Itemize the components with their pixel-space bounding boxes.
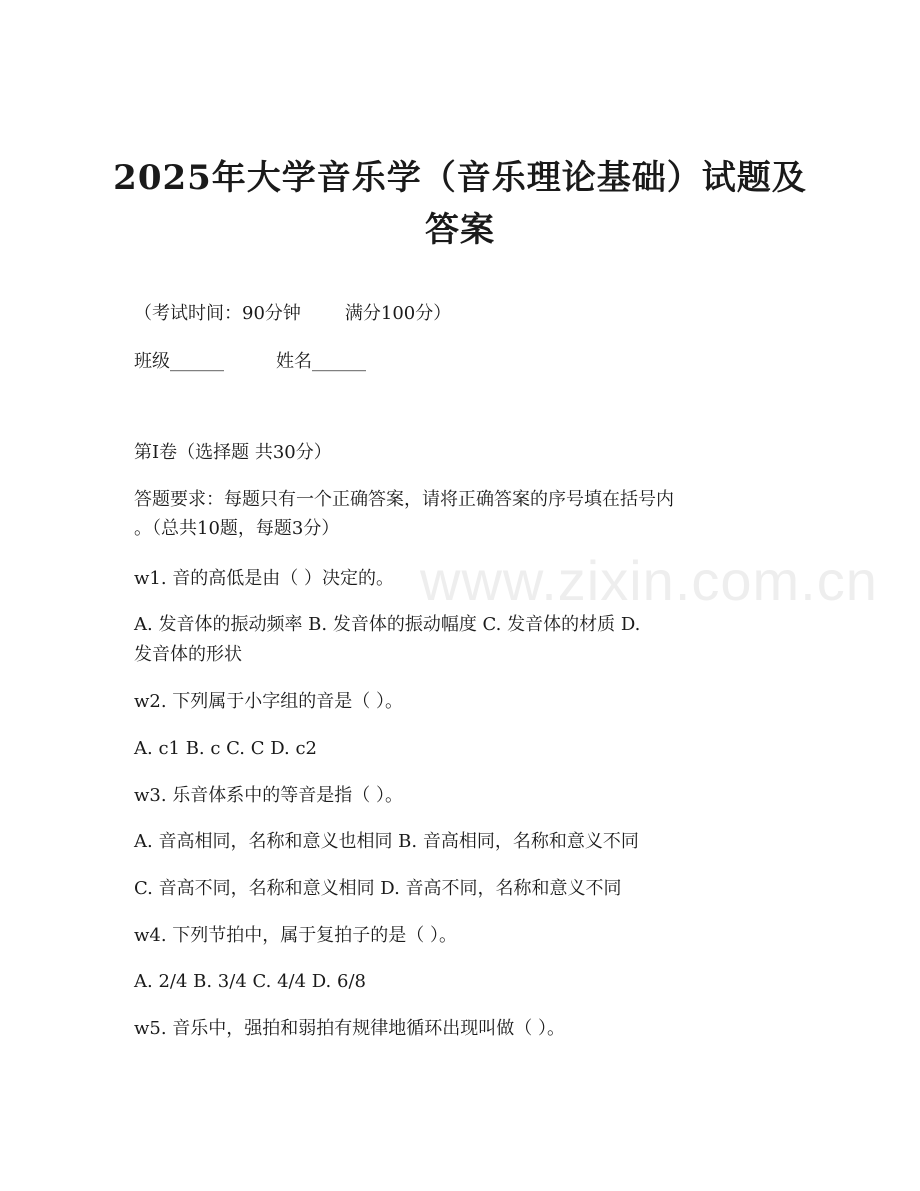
question-2-stem: w2. 下列属于小字组的音是（ ）。 <box>134 691 404 712</box>
instructions-line-2: 。（总共10题，每题3分） <box>134 518 340 539</box>
title-line-2: 答案 <box>425 210 495 250</box>
question-3-stem: w3. 乐音体系中的等音是指（ ）。 <box>134 785 404 806</box>
question-4-stem: w4. 下列节拍中，属于复拍子的是（ ）。 <box>134 925 458 946</box>
title-line-1: 2025年大学音乐学（音乐理论基础）试题及 <box>113 158 807 198</box>
class-field: 班级______ <box>134 351 224 372</box>
question-3-options-line-2: C. 音高不同，名称和意义相同 D. 音高不同，名称和意义不同 <box>134 878 622 899</box>
question-5-stem: w5. 音乐中，强拍和弱拍有规律地循环出现叫做（ ）。 <box>134 1018 566 1039</box>
instructions-line-1: 答题要求：每题只有一个正确答案，请将正确答案的序号填在括号内 <box>134 489 674 510</box>
question-2-options: A. c1 B. c C. C D. c2 <box>134 738 318 759</box>
exam-full-score: 满分100分） <box>344 303 452 324</box>
section-heading: 第I卷（选择题 共30分） <box>134 442 332 463</box>
watermark: www.zixin.com.cn <box>420 549 878 612</box>
name-field: 姓名______ <box>276 351 366 372</box>
exam-title <box>100 152 820 256</box>
question-1-options-line-2: 发音体的形状 <box>134 644 242 665</box>
question-1-stem: w1. 音的高低是由（ ）决定的。 <box>134 568 395 589</box>
exam-time: （考试时间：90分钟 <box>134 303 301 324</box>
exam-info <box>134 298 794 330</box>
question-4-options: A. 2/4 B. 3/4 C. 4/4 D. 6/8 <box>134 971 366 992</box>
question-3-options-line-1: A. 音高相同，名称和意义也相同 B. 音高相同，名称和意义不同 <box>134 831 639 852</box>
student-fields <box>134 346 794 378</box>
question-1-options-line-1: A. 发音体的振动频率 B. 发音体的振动幅度 C. 发音体的材质 D. <box>134 614 641 635</box>
